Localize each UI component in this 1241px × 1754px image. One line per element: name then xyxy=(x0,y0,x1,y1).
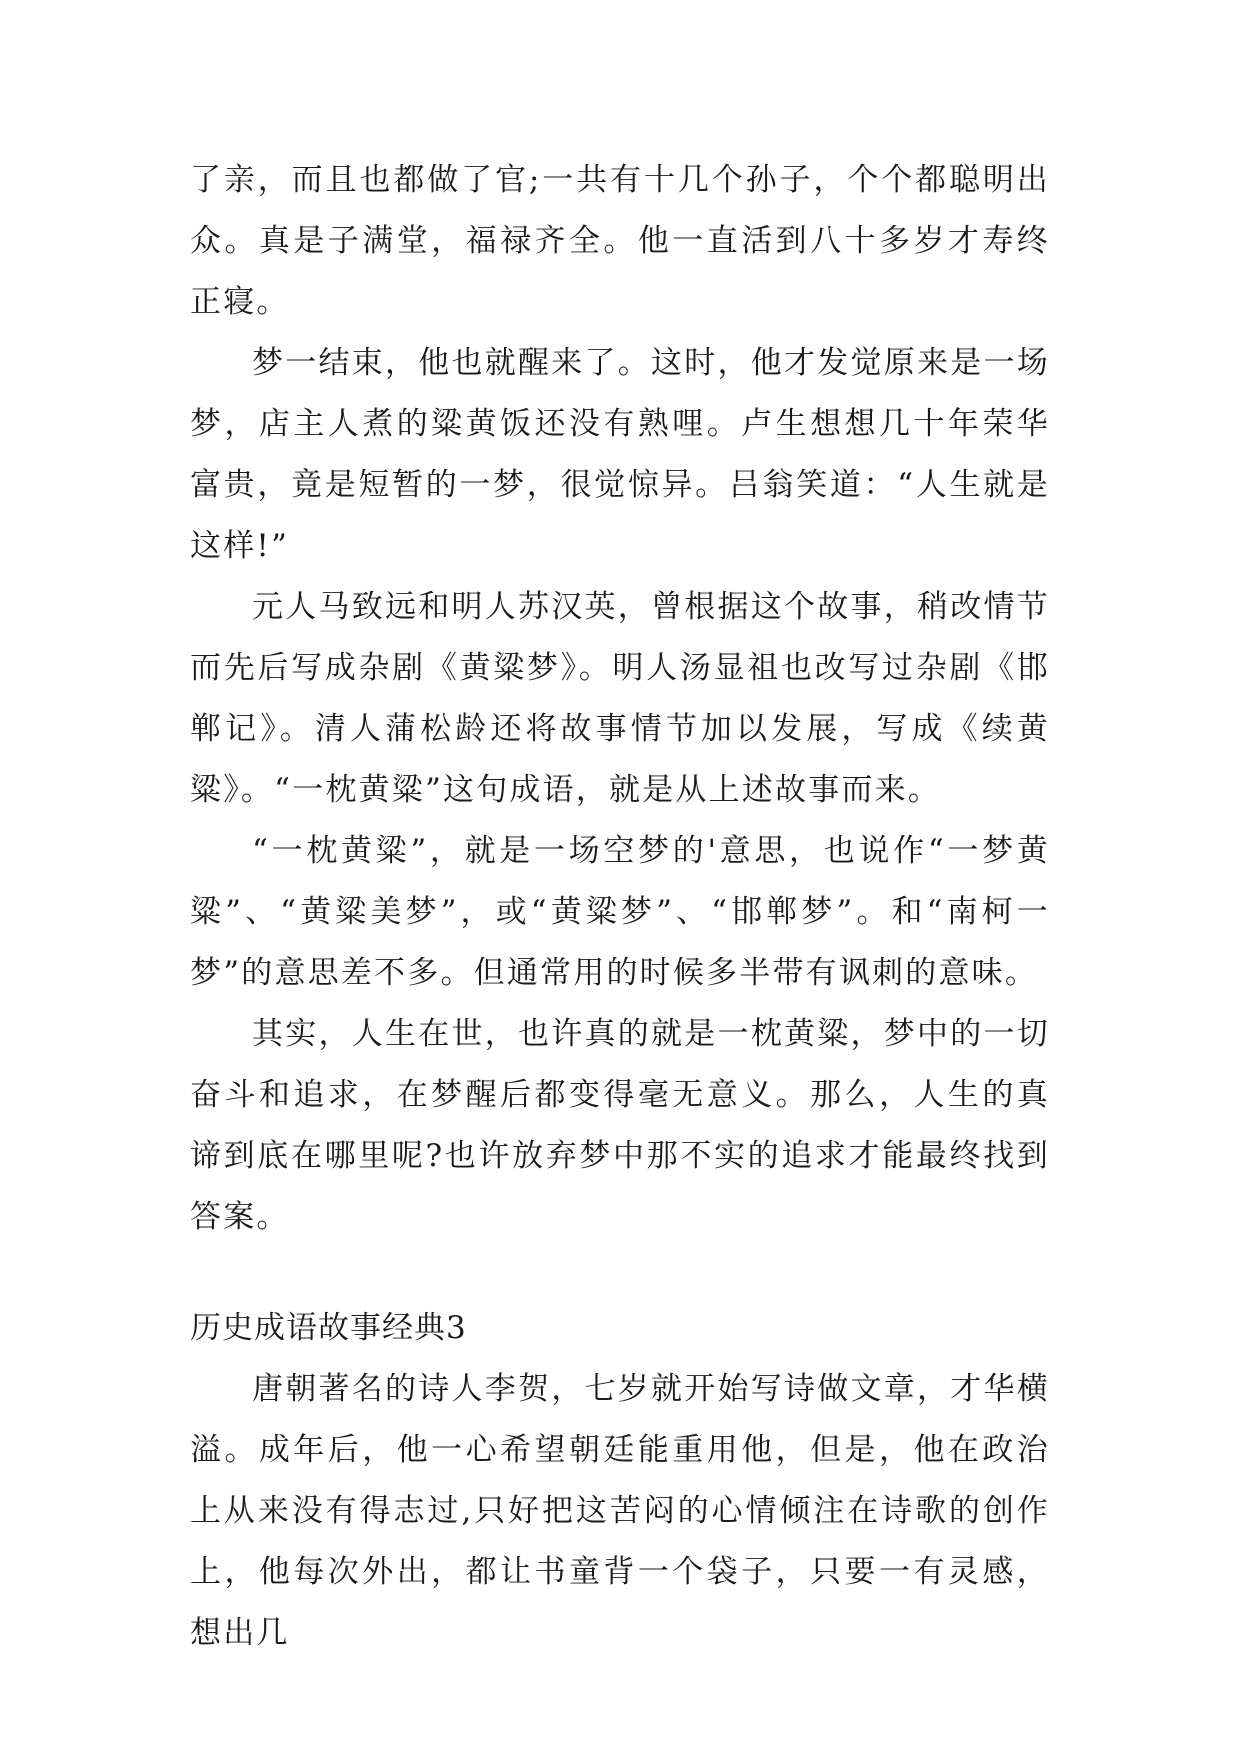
paragraph-6: 唐朝著名的诗人李贺，七岁就开始写诗做文章，才华横溢。成年后，他一心希望朝廷能重用他，但是，他在政治上从来没有得志过,只好把这苦闷的心情倾注在诗歌的创作上，他每次外出，都让书童背一个袋子，只要一有灵感，想出几 xyxy=(190,1371,1050,1651)
section-title: 历史成语故事经典3 xyxy=(190,1310,467,1346)
paragraph-4: “一枕黄粱”，就是一场空梦的'意思，也说作“一梦黄粱”、“黄粱美梦”，或“黄粱梦”、“邯郸梦”。和“南柯一梦”的意思差不多。但通常用的时候多半带有讽刺的意味。 xyxy=(190,833,1050,991)
document-body xyxy=(190,150,1050,1664)
paragraph-2: 梦一结束，他也就醒来了。这时，他才发觉原来是一场梦，店主人煮的粱黄饭还没有熟哩。卢生想想几十年荣华富贵，竟是短暂的一梦，很觉惊异。吕翁笑道：“人生就是这样!” xyxy=(190,345,1050,564)
paragraph-3: 元人马致远和明人苏汉英，曾根据这个故事，稍改情节而先后写成杂剧《黄粱梦》。明人汤显祖也改写过杂剧《邯郸记》。清人蒲松龄还将故事情节加以发展，写成《续黄粱》。“一枕黄粱”这句成语，就是从上述故事而来。 xyxy=(190,589,1050,808)
paragraph-1: 了亲，而且也都做了官;一共有十几个孙子，个个都聪明出众。真是子满堂，福禄齐全。他一直活到八十多岁才寿终正寝。 xyxy=(190,162,1050,320)
paragraph-5: 其实，人生在世，也许真的就是一枕黄粱，梦中的一切奋斗和追求，在梦醒后都变得毫无意义。那么，人生的真谛到底在哪里呢?也许放弃梦中那不实的追求才能最终找到答案。 xyxy=(190,1016,1050,1235)
